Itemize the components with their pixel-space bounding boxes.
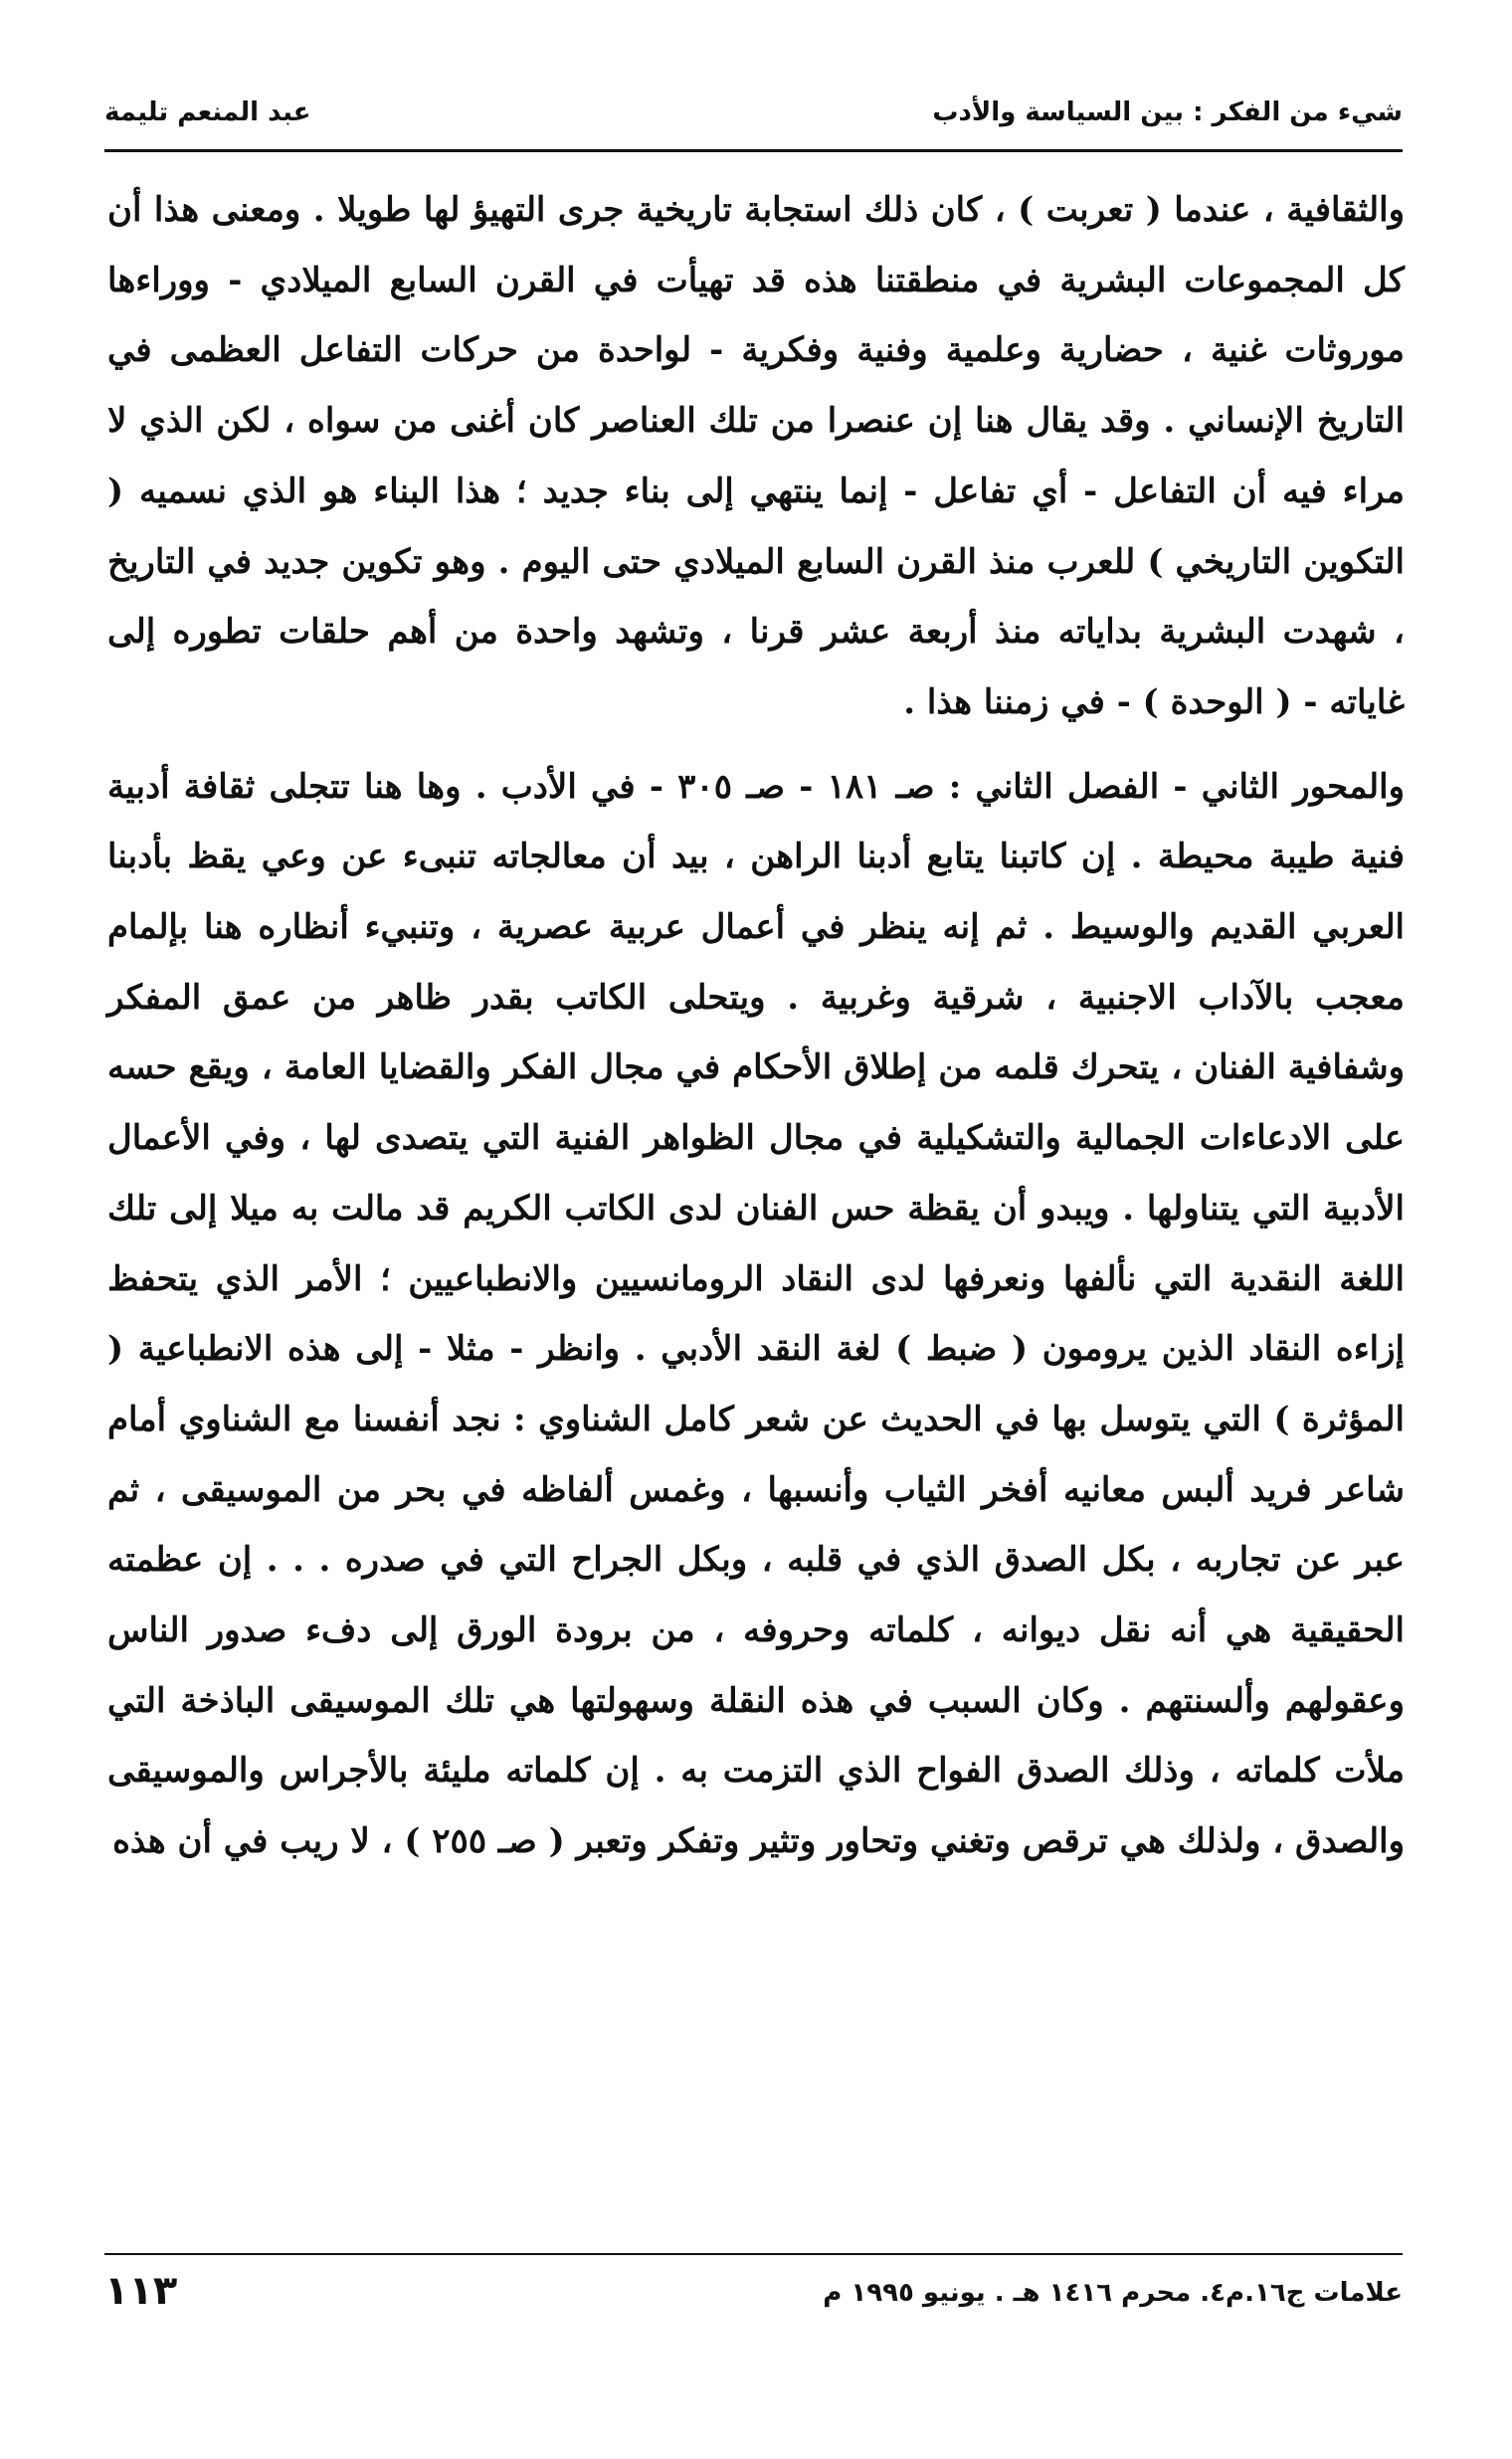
running-header [104, 88, 1403, 147]
paragraph-2: والمحور الثاني - الفصل الثاني : صـ ١٨١ - صـ ٣٠٥ - في الأدب . وها هنا تتجلى ثقافة أدبية فنية طيبة محيطة . إن كاتبنا يتابع أدبنا الراهن ، بيد أن معالجاته تنبىء عن وعي يقظ بأدبنا العربي القديم والوسيط . ثم إنه ينظر في أعمال عربية عصرية ، وتنبيء أنظاره هنا بإلمام معجب بالآداب الاجنبية ، شرقية وغربية . ويتحلى الكاتب بقدر ظاهر من عمق المفكر وشفافية الفنان ، يتحرك قلمه من إطلاق الأحكام في مجال الفكر والقضايا العامة ، ويقع حسه على الادعاءات الجمالية والتشكيلية في مجال الظواهر الفنية التي يتصدى لها ، وفي الأعمال الأدبية التي يتناولها . ويبدو أن يقظة حس الفنان لدى الكاتب الكريم قد مالت به ميلا إلى تلك اللغة النقدية التي نألفها ونعرفها لدى النقاد الرومانسيين والانطباعيين ؛ الأمر الذي يتحفظ إزاءه النقاد الذين يرومون ( ضبط ) لغة النقد الأدبي . وانظر - مثلا - إلى هذه الانطباعية ( المؤثرة ) التي يتوسل بها في الحديث عن شعر كامل الشناوي : نجد أنفسنا مع الشناوي أمام شاعر فريد ألبس معانيه أفخر الثياب وأنسبها ، وغمس ألفاظه في بحر من الموسيقى ، ثم عبر عن تجاربه ، بكل الصدق الذي في قلبه ، وبكل الجراح التي في صدره . . . إن عظمته الحقيقية هي أنه نقل ديوانه ، كلماته وحروفه ، من برودة الورق إلى دفء صدور الناس وعقولهم وألسنتهم . وكان السبب في هذه النقلة وسهولتها هي تلك الموسيقى الباذخة التي ملأت كلماته ، وذلك الصدق الفواح الذي التزمت به . إن كلماته مليئة بالأجراس والموسيقى والصدق ، ولذلك هي ترقص وتغني وتحاور وتثير وتفكر وتعبر ( صـ ٢٥٥ ) ، لا ريب في أن هذه [107, 766, 1406, 1862]
author-name: عبد المنعم تليمة [104, 97, 311, 127]
page-number: ١١٣ [104, 2268, 178, 2314]
journal-citation: علامات ج١٦.م٤. محرم ١٤١٦ هـ . يونيو ١٩٩٥ م [823, 2278, 1403, 2308]
book-title: شيء من الفكر : بين السياسة والأدب [932, 97, 1403, 127]
footer-rule [104, 2253, 1403, 2255]
header-rule [104, 149, 1403, 152]
paragraph-1: والثقافية ، عندما ( تعربت ) ، كان ذلك استجابة تاريخية جرى التهيؤ لها طويلا . ومعنى هذا أن كل المجموعات البشرية في منطقتنا هذه قد تهيأت في القرن السابع الميلادي - ووراءها موروثات غنية ، حضارية وعلمية وفنية وفكرية - لواحدة من حركات التفاعل العظمى في التاريخ الإنساني . وقد يقال هنا إن عنصرا من تلك العناصر كان أغنى من سواه ، لكن الذي لا مراء فيه أن التفاعل - أي تفاعل - إنما ينتهي إلى بناء جديد ؛ هذا البناء هو الذي نسميه ( التكوين التاريخي ) للعرب منذ القرن السابع الميلادي حتى اليوم . وهو تكوين جديد في التاريخ ، شهدت البشرية بداياته منذ أربعة عشر قرنا ، وتشهد واحدة من أهم حلقات تطوره إلى غاياته - ( الوحدة ) - في زمننا هذا . [107, 190, 1405, 722]
body-text [107, 175, 1405, 1991]
running-footer [104, 2268, 1403, 2338]
